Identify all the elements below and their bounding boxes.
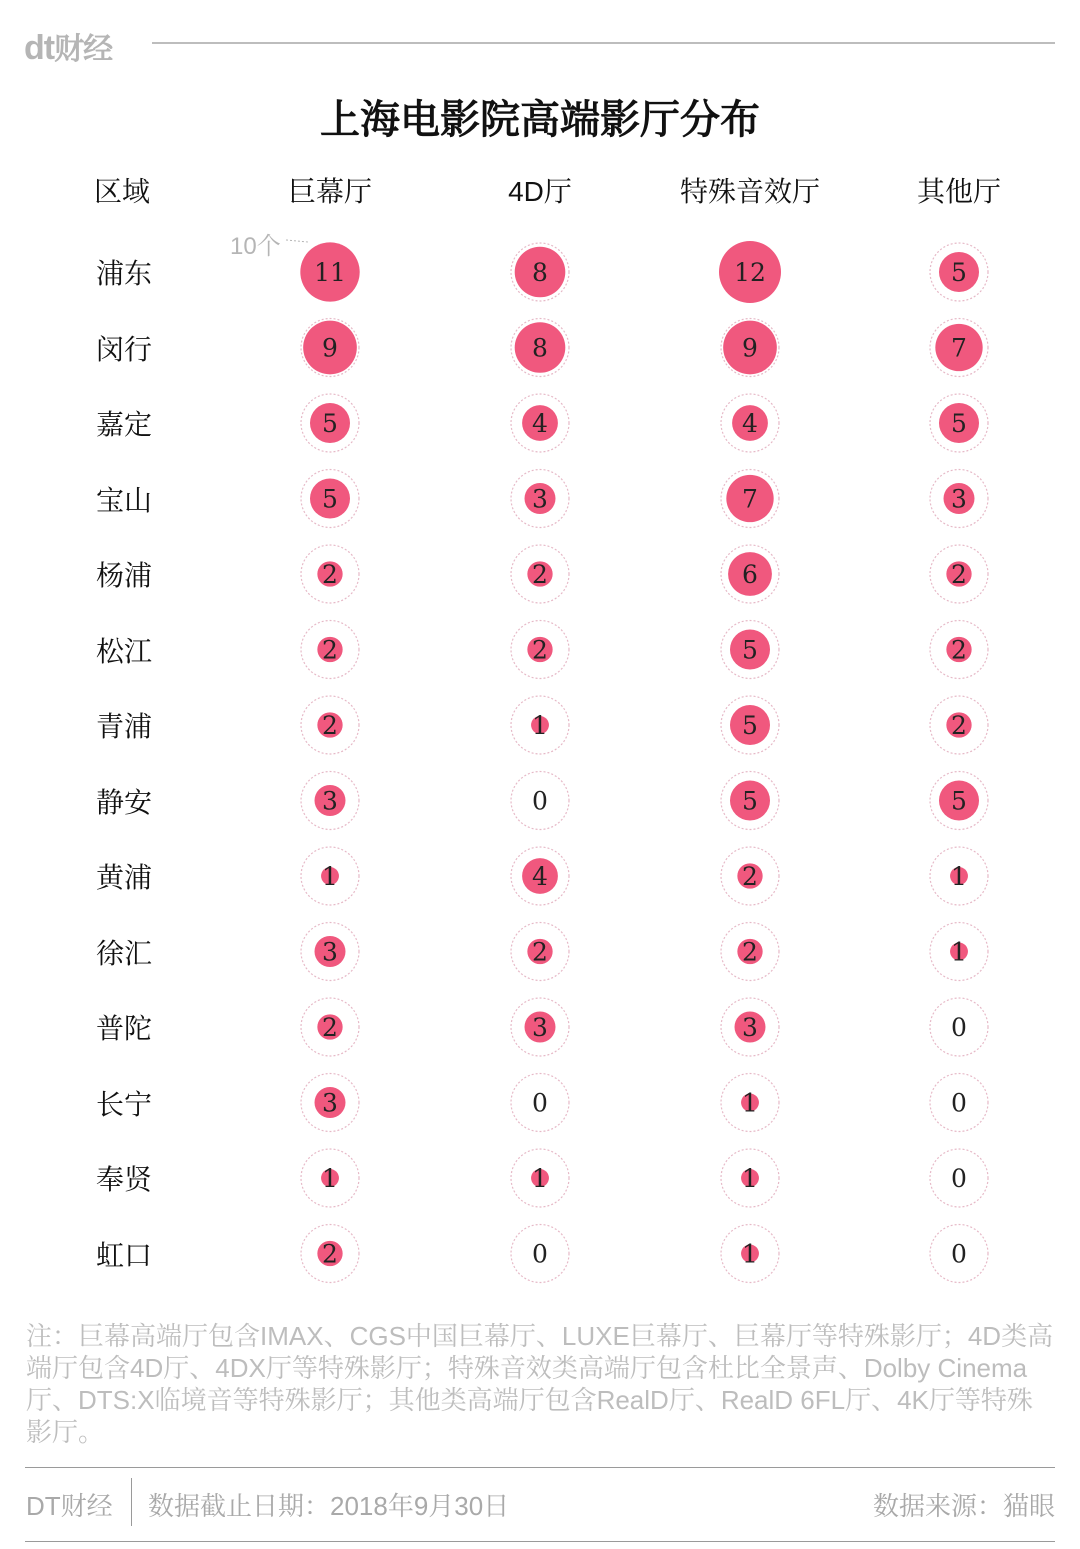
value-label: 1 — [742, 1239, 758, 1269]
bubble-cell — [930, 394, 988, 452]
bubble-cell — [511, 243, 569, 301]
bubble-cell — [511, 998, 569, 1056]
bubble-cell — [721, 1149, 779, 1207]
column-header-1: 4D厅 — [508, 176, 572, 207]
value-label: 9 — [322, 333, 338, 363]
footer-brand: DT财经 — [26, 1491, 113, 1521]
chart-title: 上海电影院高端影厅分布 — [320, 98, 760, 142]
bubble-cell — [721, 847, 779, 905]
value-label: 3 — [742, 1013, 758, 1042]
value-label: 3 — [532, 484, 548, 514]
value-label: 5 — [951, 258, 967, 287]
bubble-cell — [930, 319, 988, 377]
bubble-cell — [301, 470, 359, 528]
bubble-cell — [511, 772, 569, 830]
bubble-cell — [511, 847, 569, 905]
bubble-cell — [721, 998, 779, 1056]
row-label: 嘉定 — [95, 409, 153, 440]
row-label: 浦东 — [95, 258, 153, 289]
bubble-cell — [721, 923, 779, 981]
logo-cn: 财经 — [54, 33, 113, 66]
bubble-cell — [930, 1149, 988, 1207]
bubble-cell — [930, 923, 988, 981]
bubble-cell — [930, 1225, 988, 1283]
column-header-3: 其他厅 — [916, 176, 1002, 207]
bubble-cell — [301, 1149, 359, 1207]
value-label: 5 — [951, 786, 967, 816]
value-label: 1 — [951, 862, 967, 891]
value-label: 0 — [951, 1239, 967, 1269]
value-label: 12 — [734, 258, 766, 287]
value-label: 11 — [314, 258, 346, 287]
value-label: 1 — [742, 1088, 758, 1118]
value-label: 0 — [951, 1013, 967, 1042]
legend-pointer — [286, 240, 308, 242]
bubble-cell — [301, 621, 359, 679]
value-label: 0 — [532, 1088, 548, 1118]
value-label: 1 — [322, 862, 338, 891]
value-label: 5 — [322, 409, 338, 438]
value-label: 2 — [322, 1239, 338, 1269]
bubble-cell — [721, 1074, 779, 1132]
bubble-cell — [511, 923, 569, 981]
bubble-cell — [301, 1225, 359, 1283]
row-label: 徐汇 — [95, 937, 153, 969]
bubble-cell — [301, 319, 359, 377]
value-label: 3 — [532, 1013, 548, 1042]
row-label: 普陀 — [95, 1013, 153, 1044]
bubble-cell — [300, 242, 359, 301]
value-label: 1 — [951, 937, 967, 967]
bubble-cell — [301, 923, 359, 981]
column-header-2: 特殊音效厅 — [679, 176, 821, 207]
value-label: 2 — [322, 560, 338, 589]
value-label: 2 — [951, 711, 967, 740]
bubble-cell — [301, 545, 359, 603]
bubble-cell — [930, 470, 988, 528]
row-label: 静安 — [95, 786, 153, 818]
value-label: 1 — [532, 711, 548, 740]
value-label: 1 — [322, 1164, 338, 1193]
row-label: 松江 — [95, 635, 153, 667]
bubble-cell — [301, 1074, 359, 1132]
bubble-cell — [511, 696, 569, 754]
bubble-cell — [719, 241, 781, 303]
value-label: 0 — [532, 1239, 548, 1269]
bubble-cell — [511, 1149, 569, 1207]
footer-date: 数据截止日期：2018年9月30日 — [148, 1491, 510, 1521]
bubble-cell — [721, 470, 779, 528]
value-label: 2 — [322, 1013, 338, 1042]
value-label: 7 — [951, 333, 967, 363]
bubble-cell — [511, 470, 569, 528]
value-label: 0 — [951, 1088, 967, 1118]
bubble-cell — [930, 1074, 988, 1132]
bubble-cell — [511, 621, 569, 679]
value-label: 3 — [951, 484, 967, 514]
value-label: 5 — [742, 711, 758, 740]
value-label: 4 — [532, 409, 548, 438]
logo-latin: dt — [24, 29, 55, 67]
value-label: 2 — [532, 937, 548, 967]
bubble-cell — [721, 545, 779, 603]
value-label: 2 — [322, 635, 338, 665]
value-label: 1 — [742, 1164, 758, 1193]
bubble-cell — [930, 772, 988, 830]
value-label: 3 — [322, 937, 338, 967]
value-label: 2 — [742, 937, 758, 967]
bubble-cell — [930, 998, 988, 1056]
bubble-cell — [301, 696, 359, 754]
footer-separator — [131, 1478, 132, 1526]
row-label: 虹口 — [95, 1239, 153, 1271]
row-label: 闵行 — [95, 333, 153, 365]
bubble-cell — [930, 847, 988, 905]
value-label: 2 — [951, 560, 967, 589]
value-label: 2 — [532, 635, 548, 665]
value-label: 2 — [532, 560, 548, 589]
footnote: 注：巨幕高端厅包含IMAX、CGS中国巨幕厅、LUXE巨幕厅、巨幕厅等特殊影厅；4D类高端厅包含4D厅、4DX厅等特殊影厅；特殊音效类高端厅包含杜比全景声、Dolby Cinema厅、DTS:X临境音等特殊影厅；其他类高端厅包含RealD厅、RealD 6FL厅、4K厅等特殊影厅。 — [26, 1321, 1054, 1447]
value-label: 5 — [742, 635, 758, 665]
bubble-cell — [301, 394, 359, 452]
bubble-cell — [721, 621, 779, 679]
row-label: 长宁 — [95, 1088, 153, 1120]
bubble-cell — [511, 394, 569, 452]
value-label: 4 — [532, 862, 548, 891]
value-label: 8 — [532, 333, 548, 363]
value-label: 5 — [322, 484, 338, 514]
bubble-cell — [930, 621, 988, 679]
value-label: 9 — [742, 333, 758, 363]
bubble-cell — [721, 772, 779, 830]
row-label: 黄浦 — [95, 862, 153, 893]
bubble-cell — [301, 847, 359, 905]
bubble-cell — [511, 1074, 569, 1132]
value-label: 1 — [532, 1164, 548, 1193]
value-label: 5 — [951, 409, 967, 438]
value-label: 2 — [322, 711, 338, 740]
value-label: 2 — [742, 862, 758, 891]
bubble-cell — [301, 772, 359, 830]
bubble-cell — [511, 319, 569, 377]
footer-top-divider — [25, 1467, 1055, 1468]
value-label: 6 — [742, 560, 758, 589]
bubble-cell — [930, 696, 988, 754]
value-label: 8 — [532, 258, 548, 287]
column-header-0: 巨幕厅 — [287, 176, 373, 207]
value-label: 7 — [742, 484, 758, 514]
legend-label: 10个 — [230, 233, 281, 260]
bubble-cell — [721, 394, 779, 452]
value-label: 3 — [322, 1088, 338, 1118]
bubble-cell — [511, 545, 569, 603]
row-label: 杨浦 — [95, 560, 153, 591]
bubble-cell — [721, 696, 779, 754]
bubble-cell — [721, 1225, 779, 1283]
value-label: 0 — [532, 786, 548, 816]
row-label: 宝山 — [95, 484, 153, 516]
value-label: 0 — [951, 1164, 967, 1193]
value-label: 3 — [322, 786, 338, 816]
bubble-cell — [511, 1225, 569, 1283]
row-header: 区域 — [93, 176, 151, 207]
row-label: 青浦 — [95, 711, 153, 742]
bubble-cell — [301, 998, 359, 1056]
footer-bottom-divider — [25, 1541, 1055, 1542]
value-label: 5 — [742, 786, 758, 816]
bubble-cell — [721, 319, 779, 377]
footer-source: 数据来源：猫眼 — [872, 1491, 1055, 1521]
value-label: 4 — [742, 409, 758, 438]
bubble-cell — [930, 243, 988, 301]
row-label: 奉贤 — [95, 1164, 153, 1195]
bubble-cell — [930, 545, 988, 603]
value-label: 2 — [951, 635, 967, 665]
